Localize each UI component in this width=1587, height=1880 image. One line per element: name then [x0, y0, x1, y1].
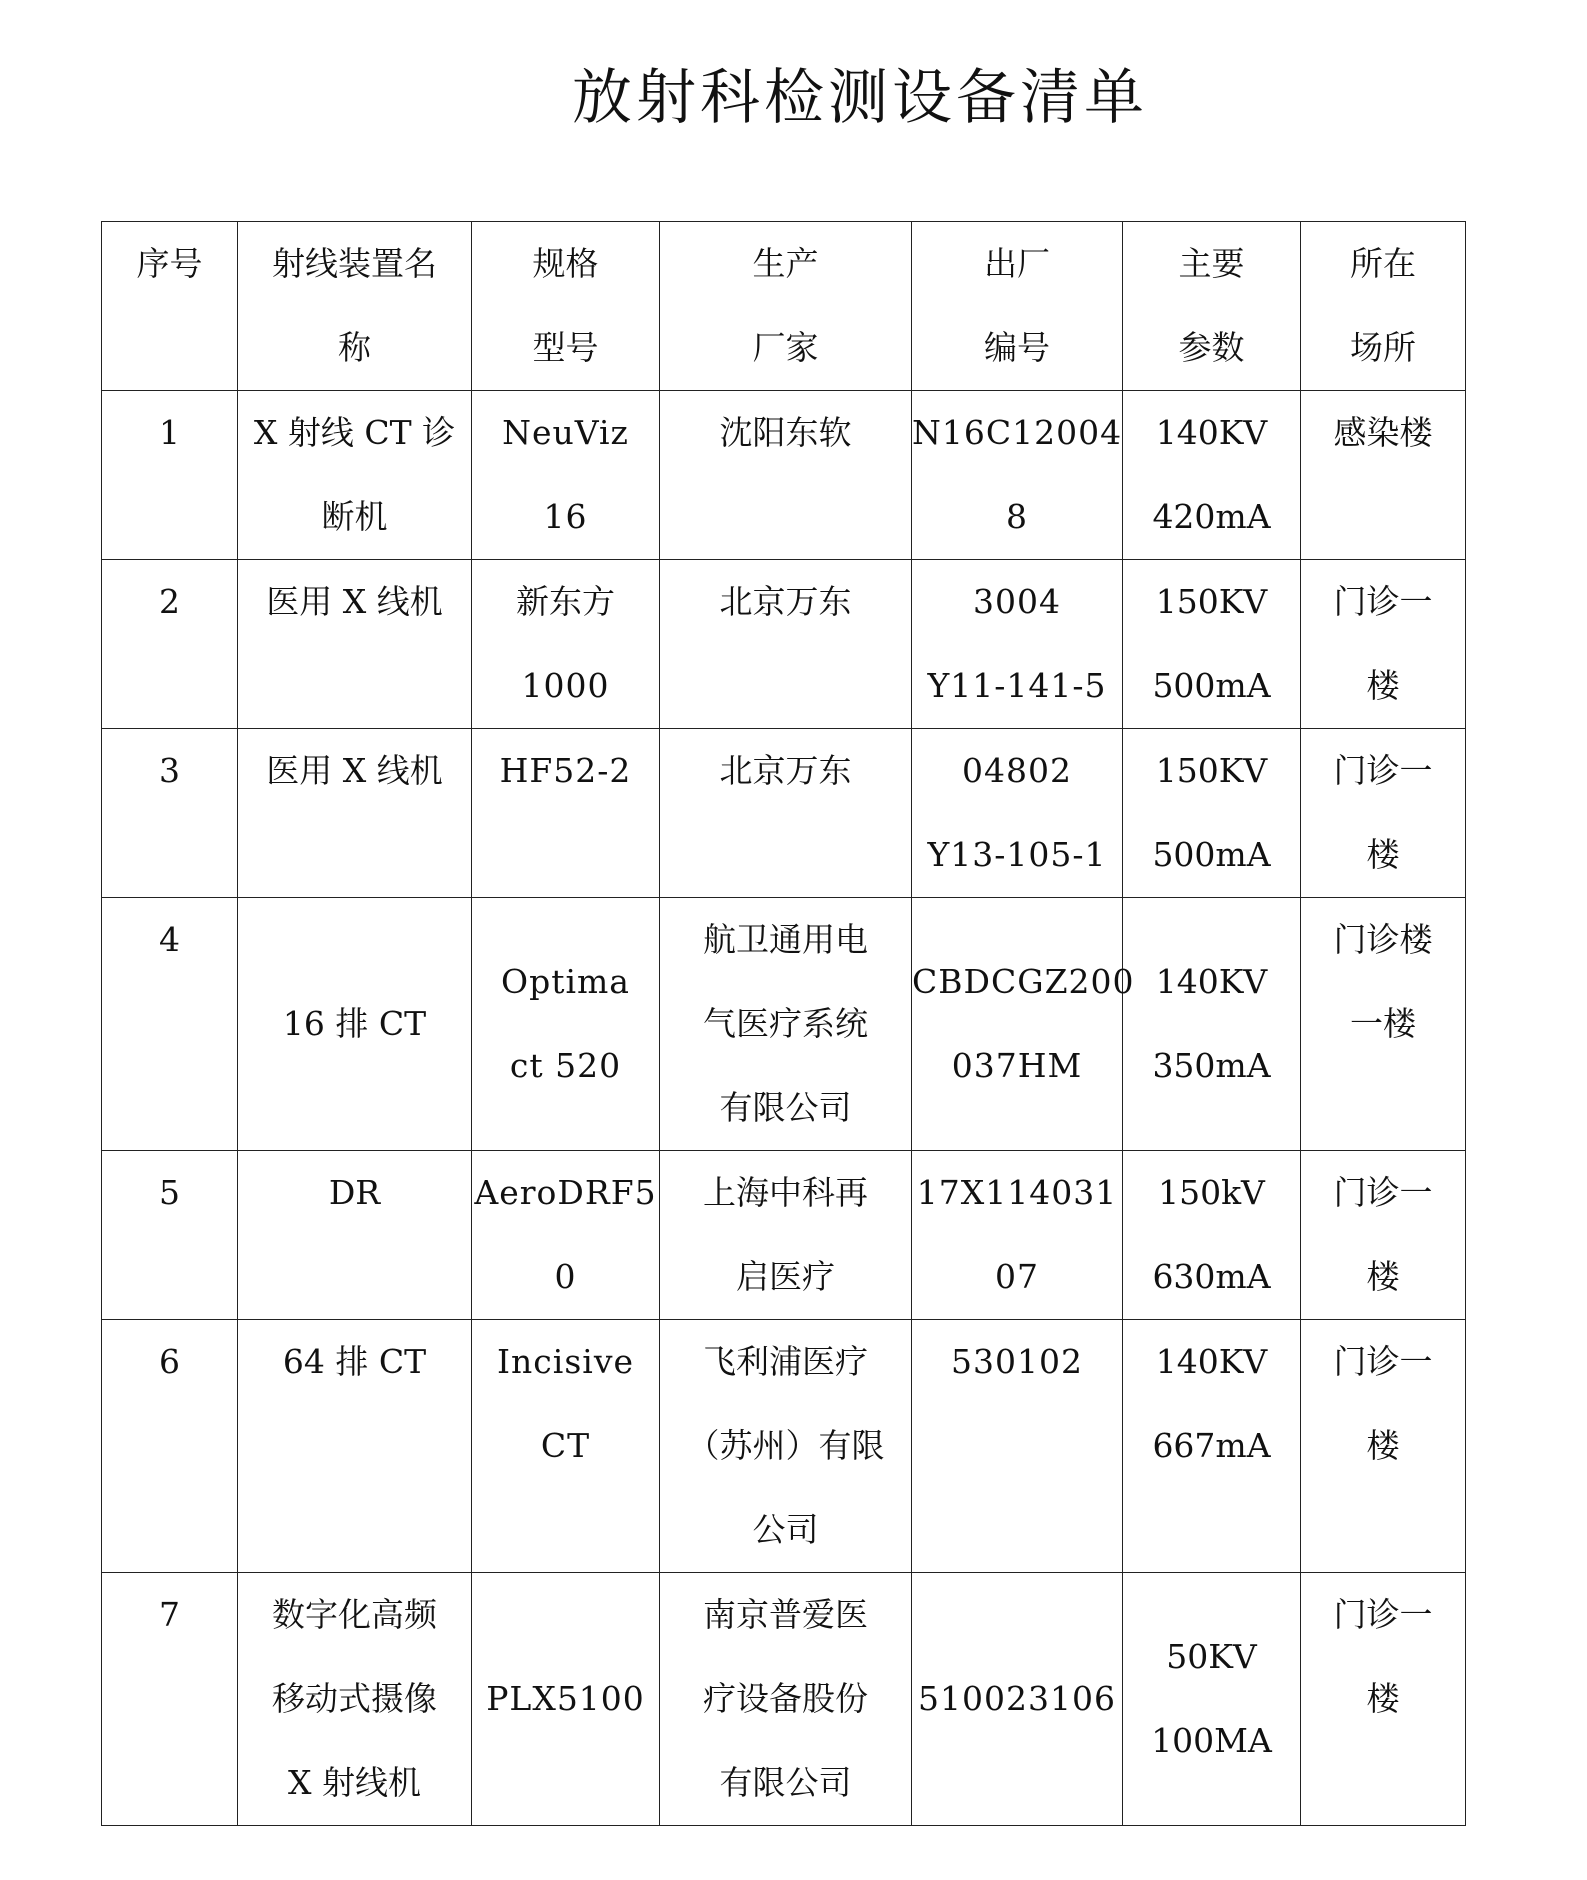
cell-maker [660, 560, 912, 729]
header-maker-line: 生产 [752, 244, 819, 283]
cell-no [102, 391, 238, 560]
cell-line: 16 [543, 497, 588, 536]
cell-line: 5 [159, 1173, 180, 1212]
cell-line: 8 [1006, 497, 1028, 536]
cell-line: 04802 [962, 751, 1072, 790]
cell-name [238, 729, 472, 898]
cell-line: 4 [159, 920, 180, 959]
cell-line: PLX5100 [486, 1679, 645, 1718]
cell-params [1123, 898, 1301, 1151]
cell-location [1301, 1573, 1466, 1826]
cell-line: 630mA [1152, 1257, 1271, 1296]
cell-line: 北京万东 [719, 751, 852, 790]
cell-model [472, 1573, 660, 1826]
cell-line: 感染楼 [1333, 413, 1433, 452]
cell-serial [912, 560, 1123, 729]
cell-line: 楼 [1366, 1679, 1400, 1718]
cell-line: 数字化高频 [272, 1595, 437, 1634]
cell-line: 500mA [1152, 666, 1271, 705]
cell-params [1123, 1151, 1301, 1320]
cell-name [238, 1320, 472, 1573]
cell-no [102, 898, 238, 1151]
cell-line: Optima [501, 962, 630, 1001]
cell-model [472, 391, 660, 560]
cell-line: N16C12004 [912, 413, 1123, 452]
header-name [238, 222, 472, 391]
header-location-line: 场所 [1350, 328, 1416, 367]
cell-model [472, 1151, 660, 1320]
cell-line: X 射线 CT 诊 [253, 413, 456, 452]
cell-line: 沈阳东软 [719, 413, 852, 452]
cell-line: 上海中科再 [703, 1173, 868, 1212]
cell-line: 2 [159, 582, 180, 621]
cell-line: 3 [159, 751, 180, 790]
table-row [102, 898, 1466, 1151]
cell-line: 启医疗 [736, 1257, 835, 1296]
cell-line: 150kV [1158, 1173, 1265, 1212]
cell-serial [912, 729, 1123, 898]
cell-line: 疗设备股份 [703, 1679, 868, 1718]
cell-line: 有限公司 [719, 1763, 852, 1802]
cell-serial [912, 1320, 1123, 1573]
cell-model [472, 898, 660, 1151]
cell-model [472, 560, 660, 729]
cell-name [238, 1151, 472, 1320]
cell-line: CBDCGZ200 [912, 962, 1135, 1001]
cell-line: 门诊一 [1333, 1342, 1433, 1381]
equipment-table [101, 221, 1466, 1826]
table-row [102, 1320, 1466, 1573]
cell-maker [660, 1573, 912, 1826]
header-model-line: 型号 [532, 328, 599, 367]
cell-line: 500mA [1152, 835, 1271, 874]
header-model [472, 222, 660, 391]
cell-line: 1000 [521, 666, 610, 705]
cell-line: 510023106 [918, 1679, 1116, 1718]
cell-line: HF52-2 [499, 751, 632, 790]
header-params [1123, 222, 1301, 391]
cell-maker [660, 1151, 912, 1320]
cell-location [1301, 1320, 1466, 1573]
header-no [102, 222, 238, 391]
cell-location [1301, 1151, 1466, 1320]
cell-line: 医用 X 线机 [266, 751, 443, 790]
cell-params [1123, 729, 1301, 898]
cell-line: 1 [159, 413, 180, 452]
cell-line: 门诊一 [1333, 1595, 1433, 1634]
cell-line: 南京普爱医 [703, 1595, 868, 1634]
cell-line: ct 520 [509, 1046, 622, 1085]
cell-line: 门诊一 [1333, 1173, 1433, 1212]
cell-model [472, 729, 660, 898]
header-maker-line: 厂家 [752, 328, 819, 367]
cell-no [102, 1151, 238, 1320]
cell-line: 50KV [1166, 1637, 1257, 1676]
cell-maker [660, 729, 912, 898]
cell-maker [660, 391, 912, 560]
cell-no [102, 1573, 238, 1826]
cell-maker [660, 898, 912, 1151]
header-row [102, 222, 1466, 391]
cell-params [1123, 1320, 1301, 1573]
cell-line: DR [328, 1173, 381, 1212]
cell-line: 断机 [321, 497, 388, 536]
cell-no [102, 1320, 238, 1573]
cell-params [1123, 391, 1301, 560]
cell-line: 楼 [1366, 666, 1400, 705]
cell-line: 一楼 [1350, 1004, 1416, 1043]
cell-line: 楼 [1366, 1426, 1400, 1465]
header-no-line: 序号 [136, 244, 203, 283]
cell-location [1301, 391, 1466, 560]
cell-line: 350mA [1152, 1046, 1271, 1085]
cell-line: 037HM [951, 1046, 1083, 1085]
cell-line: 移动式摄像 [272, 1679, 437, 1718]
cell-line: 64 排 CT [282, 1342, 427, 1381]
cell-line: 667mA [1152, 1426, 1271, 1465]
cell-model [472, 1320, 660, 1573]
cell-maker [660, 1320, 912, 1573]
cell-line: NeuViz [502, 413, 629, 452]
cell-line: 150KV [1155, 582, 1268, 621]
cell-line: 420mA [1152, 497, 1271, 536]
header-model-line: 规格 [532, 244, 599, 283]
header-params-line: 主要 [1178, 244, 1245, 283]
cell-serial [912, 898, 1135, 1151]
cell-no [102, 729, 238, 898]
cell-line: 门诊楼 [1333, 920, 1433, 959]
cell-name [238, 898, 472, 1151]
cell-line: 新东方 [516, 582, 615, 621]
cell-no [102, 560, 238, 729]
cell-line: 0 [554, 1257, 577, 1296]
cell-name [238, 560, 472, 729]
cell-serial [912, 391, 1123, 560]
cell-location [1301, 729, 1466, 898]
table-row [102, 1151, 1466, 1320]
cell-serial [912, 1151, 1123, 1320]
header-serial-line: 出厂 [984, 244, 1050, 283]
cell-line: （苏州）有限 [686, 1426, 885, 1465]
cell-location [1301, 898, 1466, 1151]
table-row [102, 729, 1466, 898]
cell-line: 140KV [1155, 413, 1268, 452]
table-row [102, 391, 1466, 560]
cell-line: 医用 X 线机 [266, 582, 443, 621]
cell-line: 7 [159, 1595, 180, 1634]
header-name-line: 称 [338, 328, 371, 367]
cell-line: 07 [995, 1257, 1039, 1296]
cell-line: 530102 [951, 1342, 1083, 1381]
cell-params [1123, 560, 1301, 729]
cell-line: 航卫通用电 [703, 920, 868, 959]
header-location [1301, 222, 1466, 391]
header-name-line: 射线装置名 [272, 244, 437, 283]
cell-line: Y11-141-5 [927, 666, 1107, 705]
table-row [102, 560, 1466, 729]
cell-line: 北京万东 [719, 582, 852, 621]
cell-line: Y13-105-1 [927, 835, 1107, 874]
cell-line: Incisive [497, 1342, 634, 1381]
cell-line: 公司 [752, 1510, 819, 1549]
cell-line: 17X114031 [916, 1173, 1118, 1212]
cell-serial [912, 1573, 1123, 1826]
cell-line: X 射线机 [288, 1763, 421, 1802]
header-params-line: 参数 [1178, 328, 1245, 367]
cell-line: 楼 [1366, 1257, 1400, 1296]
header-serial-line: 编号 [984, 328, 1050, 367]
cell-line: 140KV [1155, 962, 1268, 1001]
page-title: 放射科检测设备清单 [572, 63, 1148, 133]
header-location-line: 所在 [1350, 244, 1416, 283]
header-serial [912, 222, 1123, 391]
cell-line: 3004 [973, 582, 1061, 621]
header-maker [660, 222, 912, 391]
cell-line: 有限公司 [719, 1088, 852, 1127]
cell-line: CT [540, 1426, 591, 1465]
cell-name [238, 391, 472, 560]
cell-line: 气医疗系统 [703, 1004, 868, 1043]
table-row [102, 1573, 1466, 1826]
cell-line: 150KV [1155, 751, 1268, 790]
cell-line: 100MA [1151, 1721, 1272, 1760]
cell-line: 门诊一 [1333, 751, 1433, 790]
cell-line: 140KV [1155, 1342, 1268, 1381]
cell-line: 6 [159, 1342, 180, 1381]
cell-line: 飞利浦医疗 [703, 1342, 868, 1381]
cell-location [1301, 560, 1466, 729]
cell-params [1123, 1573, 1301, 1826]
cell-line: 16 排 CT [282, 1004, 427, 1043]
cell-line: 楼 [1366, 835, 1400, 874]
cell-name [238, 1573, 472, 1826]
cell-line: 门诊一 [1333, 582, 1433, 621]
cell-line: AeroDRF5 [474, 1173, 657, 1212]
